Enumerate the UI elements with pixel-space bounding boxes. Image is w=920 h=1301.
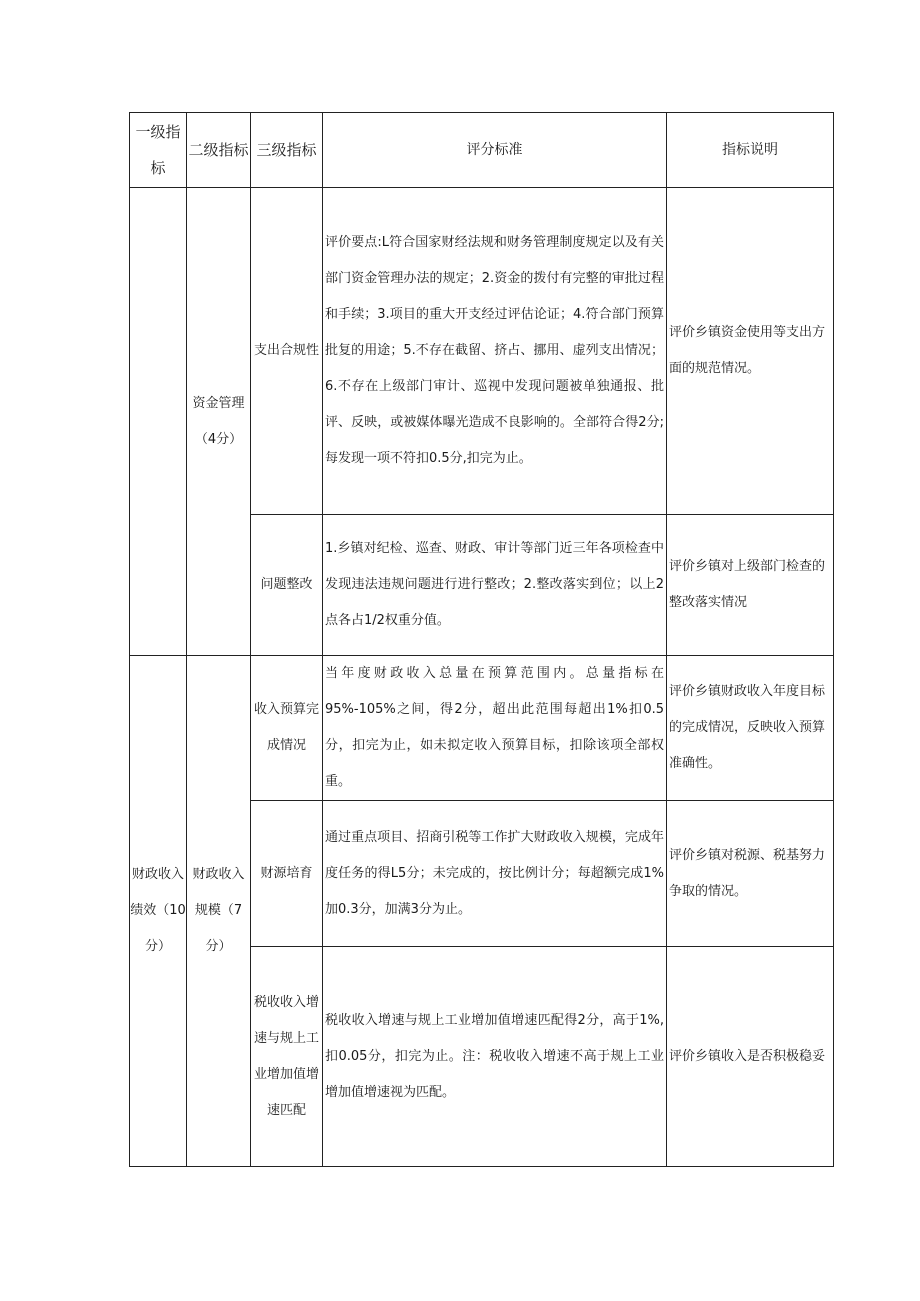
description-cell: 评价乡镇收入是否积极稳妥 — [667, 947, 834, 1167]
criteria-cell: 当年度财政收入总量在预算范围内。总量指标在95%-105%之间，得2分，超出此范围每超出1%扣0.5分，扣完为止，如未拟定收入预算目标，扣除该项全部权重。 — [323, 656, 667, 801]
level3-cell: 问题整改 — [251, 515, 323, 656]
header-level3: 三级指标 — [251, 113, 323, 188]
description-cell: 评价乡镇对税源、税基努力争取的情况。 — [667, 801, 834, 947]
table-row — [130, 188, 834, 515]
level2-cell-revenue-scale: 财政收入规模（7分） — [187, 656, 251, 1167]
level2-cell-fund-mgmt: 资金管理（4分） — [187, 188, 251, 656]
level1-cell-empty — [130, 188, 187, 656]
header-level2: 二级指标 — [187, 113, 251, 188]
level3-cell: 财源培育 — [251, 801, 323, 947]
description-cell: 评价乡镇资金使用等支出方面的规范情况。 — [667, 188, 834, 515]
level3-cell: 支出合规性 — [251, 188, 323, 515]
level1-cell-revenue-perf: 财政收入绩效（10分） — [130, 656, 187, 1167]
criteria-cell: 1.乡镇对纪检、巡查、财政、审计等部门近三年各项检查中发现违法违规问题进行进行整改；2.整改落实到位；以上2点各占1/2权重分值。 — [323, 515, 667, 656]
level3-cell: 税收收入增速与规上工业增加值增速匹配 — [251, 947, 323, 1167]
header-criteria: 评分标准 — [323, 113, 667, 188]
header-row — [130, 113, 834, 188]
description-cell: 评价乡镇财政收入年度目标的完成情况，反映收入预算准确性。 — [667, 656, 834, 801]
description-cell: 评价乡镇对上级部门检查的整改落实情况 — [667, 515, 834, 656]
table-row — [130, 656, 834, 801]
evaluation-table — [129, 112, 834, 1167]
criteria-cell: 通过重点项目、招商引税等工作扩大财政收入规模，完成年度任务的得L5分；未完成的，按比例计分；每超额完成1%加0.3分，加满3分为止。 — [323, 801, 667, 947]
header-description: 指标说明 — [667, 113, 834, 188]
criteria-cell: 税收收入增速与规上工业增加值增速匹配得2分，高于1%,扣0.05分，扣完为止。注：税收收入增速不高于规上工业增加值增速视为匹配。 — [323, 947, 667, 1167]
level3-cell: 收入预算完成情况 — [251, 656, 323, 801]
criteria-cell: 评价要点:L符合国家财经法规和财务管理制度规定以及有关部门资金管理办法的规定；2.资金的拨付有完整的审批过程和手续；3.项目的重大开支经过评估论证；4.符合部门预算批复的用途；5.不存在截留、挤占、挪用、虚列支出情况；6.不存在上级部门审计、巡视中发现问题被单独通报、批评、反映，或被媒体曝光造成不良影响的。全部符合得2分;每发现一项不符扣0.5分,扣完为止。 — [323, 188, 667, 515]
header-level1: 一级指标 — [130, 113, 187, 188]
